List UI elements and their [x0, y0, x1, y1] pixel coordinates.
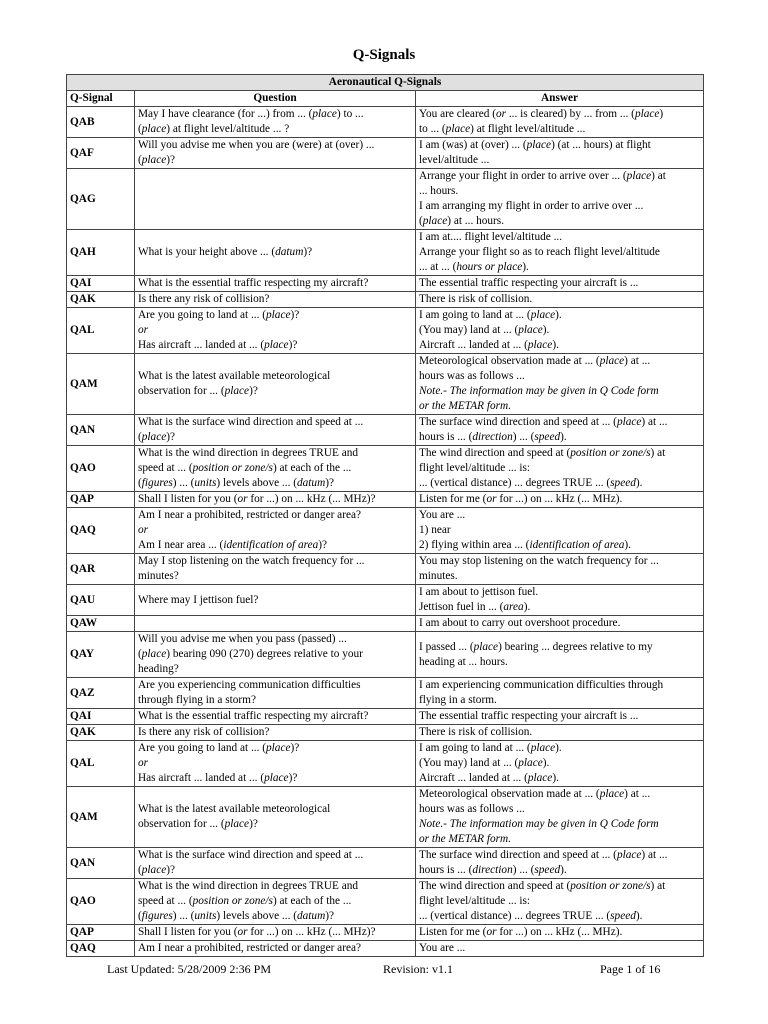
- table-caption-row: [67, 75, 704, 91]
- question-line: Am I near a prohibited, restricted or danger area?: [138, 942, 362, 954]
- answer-line: The surface wind direction and speed at ... (place) at ...: [419, 849, 668, 861]
- answer-cell: [416, 415, 704, 446]
- question-line: observation for ... (place)?: [138, 818, 258, 830]
- question-cell: [135, 169, 416, 230]
- question-cell: [135, 616, 416, 632]
- answer-line: You are cleared (or ... is cleared) by ... from ... (place): [419, 108, 664, 120]
- answer-line: I am at.... flight level/altitude ...: [419, 231, 563, 243]
- table-row: [67, 741, 704, 787]
- q-signal-code: QAK: [67, 725, 135, 741]
- question-line: What is the latest available meteorological: [138, 370, 331, 382]
- answer-cell: [416, 276, 704, 292]
- question-line: minutes?: [138, 570, 179, 582]
- q-signal-code: QAF: [67, 138, 135, 169]
- table-row: [67, 169, 704, 230]
- table-row: [67, 941, 704, 957]
- answer-line: hours is ... (direction) ... (speed).: [419, 864, 567, 876]
- question-cell: [135, 230, 416, 276]
- answer-line: You are ...: [419, 509, 466, 521]
- answer-cell: [416, 308, 704, 354]
- q-signal-code: QAW: [67, 616, 135, 632]
- q-signal-code: QAO: [67, 446, 135, 492]
- answer-line: Aircraft ... landed at ... (place).: [419, 772, 559, 784]
- q-signal-code: QAL: [67, 741, 135, 787]
- question-line: What is the latest available meteorological: [138, 803, 331, 815]
- question-cell: [135, 678, 416, 709]
- answer-cell: [416, 508, 704, 554]
- question-line: What is the essential traffic respecting my aircraft?: [138, 277, 369, 289]
- question-cell: [135, 941, 416, 957]
- table-row: [67, 508, 704, 554]
- answer-line: level/altitude ...: [419, 154, 490, 166]
- question-cell: [135, 107, 416, 138]
- table-caption: Aeronautical Q-Signals: [67, 75, 704, 91]
- q-signal-code: QAM: [67, 787, 135, 848]
- table-row: [67, 632, 704, 678]
- answer-line: Note.- The information may be given in Q Code form: [419, 818, 659, 830]
- answer-cell: [416, 709, 704, 725]
- table-row: [67, 709, 704, 725]
- question-line: What is the surface wind direction and speed at ...: [138, 849, 364, 861]
- answer-line: ... at ... (hours or place).: [419, 261, 529, 273]
- column-header-question: Question: [135, 91, 416, 107]
- answer-line: 2) flying within area ... (identification of area).: [419, 539, 631, 551]
- answer-line: You are ...: [419, 942, 466, 954]
- answer-cell: [416, 678, 704, 709]
- question-line: (place) at flight level/altitude ... ?: [138, 123, 290, 135]
- answer-cell: [416, 632, 704, 678]
- question-line: Will you advise me when you are (were) at (over) ...: [138, 139, 375, 151]
- question-line: Are you going to land at ... (place)?: [138, 309, 300, 321]
- answer-line: or the METAR form.: [419, 833, 512, 845]
- answer-line: (place) at ... hours.: [419, 215, 505, 227]
- answer-line: flight level/altitude ... is:: [419, 895, 531, 907]
- table-row: [67, 415, 704, 446]
- question-cell: [135, 508, 416, 554]
- q-signal-code: QAU: [67, 585, 135, 616]
- answer-cell: [416, 138, 704, 169]
- question-line: What is the surface wind direction and speed at ...: [138, 416, 364, 428]
- question-cell: [135, 725, 416, 741]
- answer-line: Aircraft ... landed at ... (place).: [419, 339, 559, 351]
- answer-line: heading at ... hours.: [419, 655, 508, 668]
- q-signal-code: QAQ: [67, 941, 135, 957]
- table-row: [67, 616, 704, 632]
- question-cell: [135, 138, 416, 169]
- answer-line: The wind direction and speed at (position or zone/s) at: [419, 880, 666, 892]
- answer-line: Listen for me (or for ...) on ... kHz (... MHz).: [419, 493, 623, 505]
- answer-line: hours was as follows ...: [419, 370, 525, 382]
- table-row: [67, 292, 704, 308]
- question-line: May I have clearance (for ...) from ... (place) to ...: [138, 108, 364, 120]
- answer-cell: [416, 585, 704, 616]
- question-cell: [135, 292, 416, 308]
- q-signal-code: QAQ: [67, 508, 135, 554]
- question-cell: [135, 787, 416, 848]
- answer-cell: [416, 787, 704, 848]
- table-row: [67, 276, 704, 292]
- question-cell: [135, 446, 416, 492]
- table-row: [67, 925, 704, 941]
- q-signal-code: QAG: [67, 169, 135, 230]
- answer-line: Jettison fuel in ... (area).: [419, 601, 531, 613]
- question-cell: [135, 925, 416, 941]
- question-line: Shall I listen for you (or for ...) on ... kHz (... MHz)?: [138, 926, 376, 938]
- answer-line: Arrange your flight in order to arrive over ... (place) at: [419, 170, 666, 182]
- question-line: (place)?: [138, 154, 176, 166]
- question-line: Am I near area ... (identification of area)?: [138, 539, 328, 551]
- answer-line: I am going to land at ... (place).: [419, 309, 562, 321]
- last-updated-text: Last Updated: 5/28/2009 2:36 PM: [107, 962, 271, 976]
- question-line: (figures) ... (units) levels above ... (datum)?: [138, 477, 335, 489]
- answer-cell: [416, 230, 704, 276]
- question-line: What is the essential traffic respecting my aircraft?: [138, 710, 369, 722]
- answer-line: I am experiencing communication difficulties through: [419, 679, 664, 691]
- question-line: or: [138, 524, 149, 536]
- q-signal-code: QAO: [67, 879, 135, 925]
- question-cell: [135, 415, 416, 446]
- question-line: (place)?: [138, 431, 176, 443]
- answer-cell: [416, 616, 704, 632]
- answer-line: Note.- The information may be given in Q Code form: [419, 385, 659, 397]
- question-cell: [135, 741, 416, 787]
- table-row: [67, 354, 704, 415]
- answer-cell: [416, 446, 704, 492]
- answer-line: There is risk of collision.: [419, 726, 533, 738]
- answer-line: The wind direction and speed at (position or zone/s) at: [419, 447, 666, 459]
- question-line: Has aircraft ... landed at ... (place)?: [138, 339, 298, 351]
- q-signal-code: QAP: [67, 492, 135, 508]
- q-signal-code: QAI: [67, 709, 135, 725]
- question-line: What is the wind direction in degrees TRUE and: [138, 880, 359, 892]
- table-row: [67, 585, 704, 616]
- answer-line: You may stop listening on the watch frequency for ...: [419, 555, 659, 567]
- answer-line: The surface wind direction and speed at ... (place) at ...: [419, 416, 668, 428]
- answer-line: flying in a storm.: [419, 694, 497, 706]
- question-cell: [135, 632, 416, 678]
- q-signal-code: QAL: [67, 308, 135, 354]
- page-number-text: Page 1 of 16: [600, 962, 661, 976]
- answer-line: I am (was) at (over) ... (place) (at ... hours) at flight: [419, 139, 651, 151]
- table-row: [67, 678, 704, 709]
- question-line: (place) bearing 090 (270) degrees relative to your: [138, 648, 363, 660]
- question-line: (place)?: [138, 864, 176, 876]
- question-line: What is your height above ... (datum)?: [138, 246, 313, 258]
- table-row: [67, 308, 704, 354]
- q-signal-code: QAN: [67, 848, 135, 879]
- question-line: Where may I jettison fuel?: [138, 593, 259, 606]
- answer-line: The essential traffic respecting your aircraft is ...: [419, 277, 639, 289]
- answer-line: ... hours.: [419, 185, 459, 197]
- answer-cell: [416, 492, 704, 508]
- table-row: [67, 138, 704, 169]
- answer-line: (You may) land at ... (place).: [419, 324, 550, 336]
- question-line: speed at ... (position or zone/s) at each of the ...: [138, 462, 352, 474]
- column-header-answer: Answer: [416, 91, 704, 107]
- q-signal-code: QAB: [67, 107, 135, 138]
- question-line: Is there any risk of collision?: [138, 726, 270, 738]
- q-signal-code: QAM: [67, 354, 135, 415]
- answer-line: There is risk of collision.: [419, 293, 533, 305]
- table-row: [67, 107, 704, 138]
- table-row: [67, 879, 704, 925]
- answer-line: Listen for me (or for ...) on ... kHz (... MHz).: [419, 926, 623, 938]
- answer-line: ... (vertical distance) ... degrees TRUE ... (speed).: [419, 910, 643, 922]
- answer-cell: [416, 292, 704, 308]
- question-cell: [135, 308, 416, 354]
- answer-line: (You may) land at ... (place).: [419, 757, 550, 769]
- table-header-row: [67, 91, 704, 107]
- question-line: Shall I listen for you (or for ...) on ... kHz (... MHz)?: [138, 493, 376, 505]
- question-line: May I stop listening on the watch frequency for ...: [138, 555, 365, 567]
- question-cell: [135, 709, 416, 725]
- q-signal-code: QAK: [67, 292, 135, 308]
- answer-line: flight level/altitude ... is:: [419, 462, 531, 474]
- table-row: [67, 787, 704, 848]
- question-line: heading?: [138, 663, 179, 675]
- column-header-q-signal: Q-Signal: [67, 91, 135, 107]
- answer-line: or the METAR form.: [419, 400, 512, 412]
- table-row: [67, 492, 704, 508]
- question-cell: [135, 554, 416, 585]
- answer-line: 1) near: [419, 524, 451, 536]
- answer-line: The essential traffic respecting your aircraft is ...: [419, 710, 639, 722]
- answer-line: Arrange your flight so as to reach flight level/altitude: [419, 246, 660, 258]
- question-line: through flying in a storm?: [138, 694, 256, 706]
- answer-line: minutes.: [419, 570, 458, 582]
- answer-cell: [416, 741, 704, 787]
- question-line: Will you advise me when you pass (passed) ...: [138, 633, 347, 645]
- q-signal-code: QAZ: [67, 678, 135, 709]
- table-row: [67, 725, 704, 741]
- answer-line: I am about to carry out overshoot procedure.: [419, 617, 621, 629]
- question-cell: [135, 354, 416, 415]
- table-row: [67, 230, 704, 276]
- question-cell: [135, 585, 416, 616]
- question-cell: [135, 492, 416, 508]
- question-line: Has aircraft ... landed at ... (place)?: [138, 772, 298, 784]
- answer-cell: [416, 879, 704, 925]
- answer-line: ... (vertical distance) ... degrees TRUE ... (speed).: [419, 477, 643, 489]
- revision-text: Revision: v1.1: [383, 962, 454, 976]
- answer-line: Meteorological observation made at ... (place) at ...: [419, 788, 651, 800]
- page-title: Q-Signals: [352, 47, 416, 63]
- answer-line: Meteorological observation made at ... (place) at ...: [419, 355, 651, 367]
- answer-cell: [416, 554, 704, 585]
- q-signals-table: [66, 74, 704, 957]
- question-line: speed at ... (position or zone/s) at each of the ...: [138, 895, 352, 907]
- question-line: Is there any risk of collision?: [138, 293, 270, 305]
- q-signal-code: QAI: [67, 276, 135, 292]
- question-line: Are you experiencing communication difficulties: [138, 679, 361, 691]
- question-cell: [135, 848, 416, 879]
- answer-cell: [416, 848, 704, 879]
- answer-line: to ... (place) at flight level/altitude ...: [419, 123, 586, 135]
- q-signal-code: QAR: [67, 554, 135, 585]
- question-line: Are you going to land at ... (place)?: [138, 742, 300, 754]
- answer-line: hours is ... (direction) ... (speed).: [419, 431, 567, 443]
- answer-line: I am going to land at ... (place).: [419, 742, 562, 754]
- question-line: or: [138, 757, 149, 769]
- answer-cell: [416, 725, 704, 741]
- question-line: What is the wind direction in degrees TRUE and: [138, 447, 359, 459]
- question-line: (figures) ... (units) levels above ... (datum)?: [138, 910, 335, 922]
- question-cell: [135, 276, 416, 292]
- answer-line: I passed ... (place) bearing ... degrees relative to my: [419, 640, 653, 653]
- table-body: [67, 107, 704, 957]
- answer-cell: [416, 107, 704, 138]
- answer-line: I am about to jettison fuel.: [419, 586, 539, 598]
- table-row: [67, 848, 704, 879]
- question-line: Am I near a prohibited, restricted or danger area?: [138, 509, 362, 521]
- q-signal-code: QAY: [67, 632, 135, 678]
- answer-cell: [416, 354, 704, 415]
- answer-cell: [416, 169, 704, 230]
- q-signal-code: QAH: [67, 230, 135, 276]
- table-row: [67, 554, 704, 585]
- table-row: [67, 446, 704, 492]
- answer-cell: [416, 925, 704, 941]
- q-signal-code: QAN: [67, 415, 135, 446]
- answer-line: I am arranging my flight in order to arrive over ...: [419, 200, 644, 212]
- q-signal-code: QAP: [67, 925, 135, 941]
- answer-line: hours was as follows ...: [419, 803, 525, 815]
- question-line: observation for ... (place)?: [138, 385, 258, 397]
- answer-cell: [416, 941, 704, 957]
- question-line: or: [138, 324, 149, 336]
- question-cell: [135, 879, 416, 925]
